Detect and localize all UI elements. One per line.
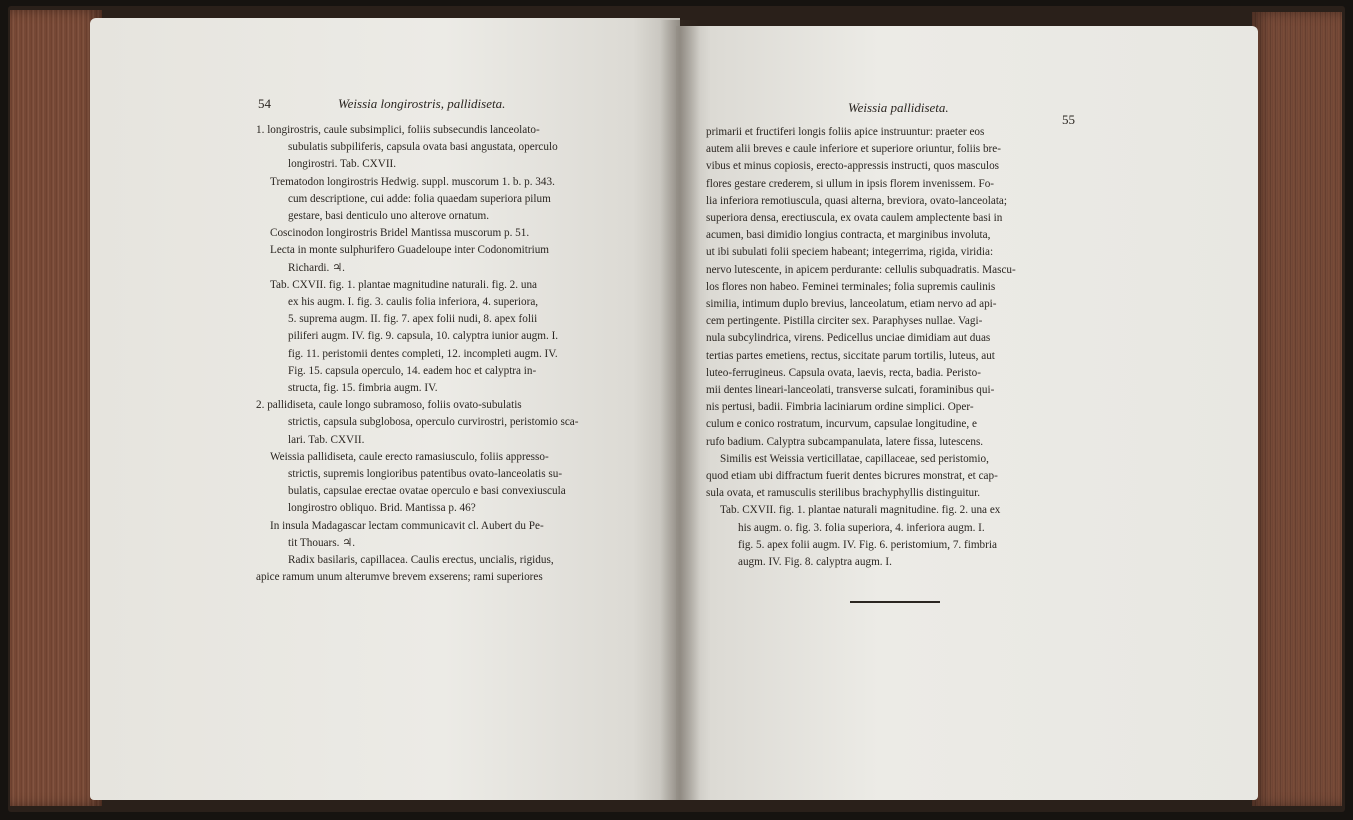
text-line: apice ramum unum alterumve brevem exserens; rami superiores: [256, 571, 543, 584]
text-line: Similis est Weissia verticillatae, capillaceae, sed peristomio,: [720, 452, 989, 465]
right-text-block: [706, 124, 1016, 571]
text-line: cum descriptione, cui adde: folia quaedam superiora pilum: [288, 192, 551, 205]
left-page: [90, 18, 680, 800]
text-line: longirostri. Tab. CXVII.: [288, 158, 397, 171]
text-line: culum e conico rostratum, incurvum, capsulae longitudine, e: [706, 418, 977, 431]
left-page-edges: [10, 10, 102, 806]
text-line: fig. 11. peristomii dentes completi, 12. incompleti augm. IV.: [288, 347, 558, 360]
text-line: acumen, basi dimidio longius contracta, et marginibus involuta,: [706, 229, 991, 242]
left-running-head: Weissia longirostris, pallidiseta.: [338, 96, 506, 111]
text-line: fig. 5. apex folii augm. IV. Fig. 6. peristomium, 7. fimbria: [738, 538, 997, 551]
text-line: luteo-ferrugineus. Capsula ovata, laevis, recta, badia. Peristo-: [706, 366, 981, 379]
text-line: Coscinodon longirostris Bridel Mantissa muscorum p. 51.: [270, 227, 530, 240]
text-line: nis pertusi, badii. Fimbria laciniarum ordine simplici. Oper-: [706, 401, 974, 414]
right-page: [676, 26, 1258, 800]
text-line: Richardi. ♃.: [288, 261, 345, 274]
end-rule: [850, 601, 940, 603]
text-line: superiora densa, erectiuscula, ex ovata caulem amplectente basi in: [706, 212, 1003, 225]
text-line: In insula Madagascar lectam communicavit cl. Aubert du Pe-: [270, 519, 544, 532]
text-line: cem pertingente. Pistilla circiter sex. Paraphyses nullae. Vagi-: [706, 315, 983, 328]
text-line: longirostro obliquo. Brid. Mantissa p. 46?: [288, 502, 476, 515]
text-line: primarii et fructiferi longis foliis apice instruuntur: praeter eos: [706, 126, 985, 138]
text-line: nervo lutescente, in apicem perdurante: cellulis subquadratis. Mascu-: [706, 263, 1016, 276]
text-line: autem alii breves e caule inferiore et superiore oriuntur, foliis bre-: [706, 143, 1001, 156]
text-line: bulatis, capsulae erectae ovatae operculo e basi convexiuscula: [288, 485, 566, 498]
text-line: rufo badium. Calyptra subcampanulata, latere fissa, lutescens.: [706, 435, 984, 448]
text-line: structa, fig. 15. fimbria augm. IV.: [288, 382, 438, 395]
right-running-head: Weissia pallidiseta.: [848, 100, 949, 115]
text-line: Fig. 15. capsula operculo, 14. eadem hoc et calyptra in-: [288, 364, 537, 377]
text-line: flores gestare crederem, si ullum in ipsis florem invenissem. Fo-: [706, 177, 995, 190]
text-line: Trematodon longirostris Hedwig. suppl. muscorum 1. b. p. 343.: [270, 175, 555, 188]
text-line: piliferi augm. IV. fig. 9. capsula, 10. calyptra iunior augm. I.: [288, 330, 559, 343]
text-line: strictis, capsula subglobosa, operculo curvirostri, peristomio sca-: [288, 416, 579, 429]
left-text-block: [256, 122, 579, 586]
text-line: Tab. CXVII. fig. 1. plantae naturali magnitudine. fig. 2. una ex: [720, 504, 1001, 517]
text-line: mii dentes lineari-lanceolati, transverse sulcati, foraminibus qui-: [706, 384, 995, 397]
text-line: ex his augm. I. fig. 3. caulis folia inferiora, 4. superiora,: [288, 296, 539, 309]
book-gutter: [660, 20, 700, 800]
text-line: Radix basilaris, capillacea. Caulis erectus, uncialis, rigidus,: [288, 554, 554, 567]
text-line: los flores non habeo. Feminei terminales; folia supremis caulinis: [706, 280, 996, 293]
text-line: tit Thouars. ♃.: [288, 536, 355, 549]
text-line: Lecta in monte sulphurifero Guadeloupe inter Codonomitrium: [270, 244, 549, 257]
text-line: quod etiam ubi diffractum fuerit dentes bicrures monstrat, et cap-: [706, 470, 998, 483]
left-page-number: 54: [258, 96, 271, 111]
text-line: augm. IV. Fig. 8. calyptra augm. I.: [738, 556, 892, 569]
text-line: 2. pallidiseta, caule longo subramoso, foliis ovato-subulatis: [256, 399, 522, 412]
right-page-edges: [1252, 12, 1342, 806]
text-line: Weissia pallidiseta, caule erecto ramasiusculo, foliis appresso-: [270, 450, 549, 463]
text-line: 1. longirostris, caule subsimplici, foliis subsecundis lanceolato-: [256, 124, 540, 136]
text-line: vibus et minus copiosis, erecto-appressis instructi, quos masculos: [706, 160, 1000, 173]
text-line: his augm. o. fig. 3. folia superiora, 4. inferiora augm. I.: [738, 521, 985, 534]
text-line: lari. Tab. CXVII.: [288, 433, 365, 446]
text-line: tertias partes emetiens, rectus, siccitate parum tortilis, luteus, aut: [706, 349, 995, 362]
text-line: ut ibi subulati folii speciem habeant; integerrima, rigida, viridia:: [706, 246, 994, 259]
text-line: subulatis subpiliferis, capsula ovata basi angustata, operculo: [288, 141, 558, 154]
text-line: gestare, basi denticulo uno alterove ornatum.: [288, 210, 489, 223]
text-line: 5. suprema augm. II. fig. 7. apex folii nudi, 8. apex folii: [288, 313, 538, 326]
text-line: similia, intimum duplo brevius, lanceolatum, etiam nervo ad api-: [706, 298, 997, 311]
text-line: lia inferiora remotiuscula, quasi alterna, breviora, ovato-lanceolata;: [706, 194, 1007, 207]
text-line: strictis, supremis longioribus patentibus ovato-lanceolatis su-: [288, 468, 563, 481]
text-line: nula subcylindrica, virens. Pedicellus unciae dimidiam aut duas: [706, 332, 991, 345]
text-line: Tab. CXVII. fig. 1. plantae magnitudine naturali. fig. 2. una: [270, 278, 538, 291]
right-page-number: 55: [1062, 112, 1075, 127]
text-line: sula ovata, et ramusculis sterilibus brachyphyllis distinguitur.: [706, 487, 981, 500]
